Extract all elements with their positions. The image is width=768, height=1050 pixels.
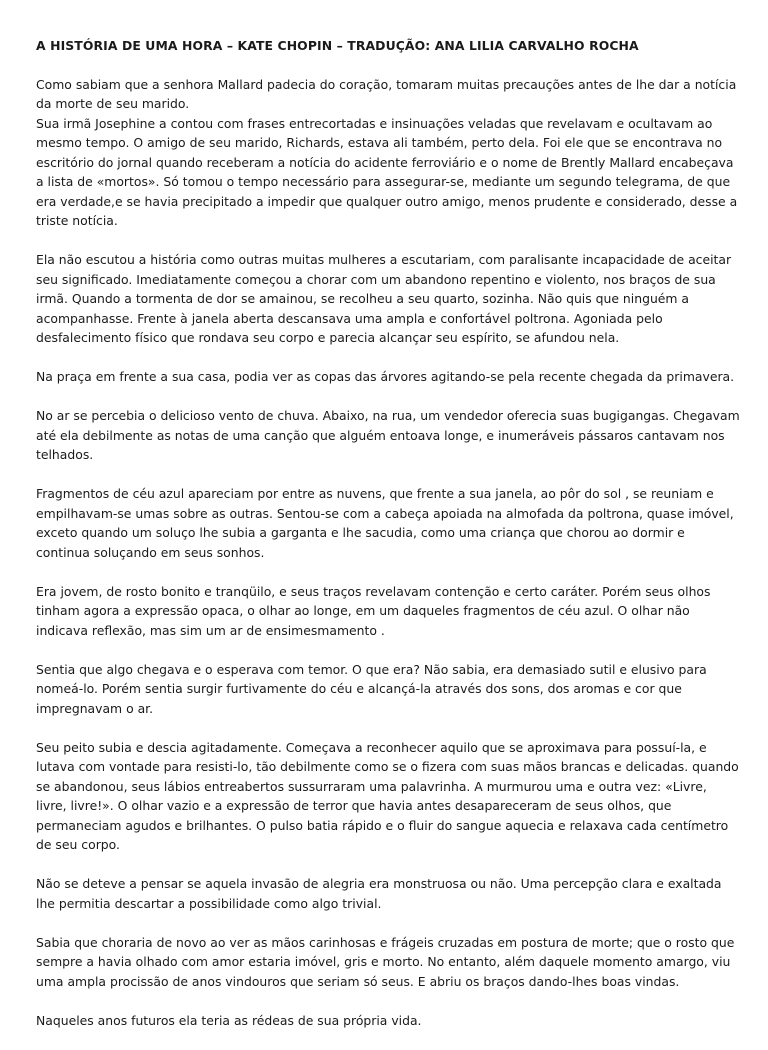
paragraph-10: Sabia que choraria de novo ao ver as mãos carinhosas e frágeis cruzadas em postura de morte; que o rosto que sempre a havia olhado com amor estaria imóvel, gris e morto. No entanto, além daquele momento amargo, viu uma ampla procissão de anos vindouros que seriam só seus. E abriu os braços dando-lhes boas vindas. (36, 934, 735, 989)
paragraph-2: Ela não escutou a história como outras muitas mulheres a escutariam, com paralisante incapacidade de aceitar seu significado. Imediatamente começou a chorar com um abandono repentino e violento, nos braços de sua irmã. Quando a tormenta de dor se amainou, se recolheu a seu quarto, sozinha. Não quis que ninguém a acompanhasse. Frente à janela aberta descansava uma ampla e confortável poltrona. Agoniada pelo desfalecimento físico que rondava seu corpo e parecia alcançar seu espírito, se afundou nela. (36, 252, 732, 345)
document-body (36, 36, 740, 1050)
paragraph-7: Sentia que algo chegava e o esperava com temor. O que era? Não sabia, era demasiado sutil e elusivo para nomeá-lo. Porém sentia surgir furtivamente do céu e alcançá-la através dos sons, dos aromas e cor que impregnavam o ar. (36, 661, 707, 716)
paragraph-11: Naqueles anos futuros ela teria as rédeas de sua própria vida. (36, 1012, 422, 1028)
paragraph-6: Era jovem, de rosto bonito e tranqüilo, e seus traços revelavam contenção e certo caráter. Porém seus olhos tinham agora a expressão opaca, o olhar ao longe, em um daqueles fragmentos de céu azul. O olhar não indicava reflexão, mas sim um ar de ensimesmamento . (36, 583, 711, 638)
paragraph-1: Como sabiam que a senhora Mallard padecia do coração, tomaram muitas precauções antes de lhe dar a notícia da morte de seu marido. Sua irmã Josephine a contou com frases entrecortadas e insinuações veladas que revelavam e ocultavam ao mesmo tempo. O amigo de seu marido, Richards, estava ali também, perto dela. Foi ele que se encontrava no escritório do jornal quando receberam a notícia do acidente ferroviário e o nome de Brently Mallard encabeçava a lista de «mortos». Só tomou o tempo necessário para assegurar-se, mediante um segundo telegrama, de que era verdade,e se havia precipitado a impedir que qualquer outro amigo, menos prudente e considerado, desse a triste notícia. (36, 76, 738, 228)
paragraph-9: Não se deteve a pensar se aquela invasão de alegria era monstruosa ou não. Uma percepção clara e exaltada lhe permitia descartar a possibilidade como algo trivial. (36, 876, 722, 911)
paragraph-8: Seu peito subia e descia agitadamente. Começava a reconhecer aquilo que se aproximava para possuí-la, e lutava com vontade para resisti-lo, tão debilmente como se o fizera com suas mãos brancas e delicadas. quando se abandonou, seus lábios entreabertos sussurraram uma palavrinha. A murmurou uma e outra vez: «Livre, livre, livre!». O olhar vazio e a expressão de terror que havia antes desapareceram de seus olhos, que permaneciam agudos e brilhantes. O pulso batia rápido e o fluir do sangue aquecia e relaxava cada centímetro de seu corpo. (36, 739, 739, 852)
paragraph-3: Na praça em frente a sua casa, podia ver as copas das árvores agitando-se pela recente chegada da primavera. (36, 369, 735, 384)
document-title: A HISTÓRIA DE UMA HORA – KATE CHOPIN – TRADUÇÃO: ANA LILIA CARVALHO ROCHA (36, 38, 639, 53)
paragraph-5: Fragmentos de céu azul apareciam por entre as nuvens, que frente a sua janela, ao pôr do sol , se reuniam e empilhavam-se umas sobre as outras. Sentou-se com a cabeça apoiada na almofada da poltrona, quase imóvel, exceto quando um soluço lhe subia a garganta e lhe sacudia, como uma criança que chorou ao dormir e continua soluçando em seus sonhos. (36, 486, 734, 560)
paragraph-4: No ar se percebia o delicioso vento de chuva. Abaixo, na rua, um vendedor oferecia suas bugigangas. Chegavam até ela debilmente as notas de uma canção que alguém entoava longe, e inumeráveis pássaros cantavam nos telhados. (36, 408, 740, 462)
